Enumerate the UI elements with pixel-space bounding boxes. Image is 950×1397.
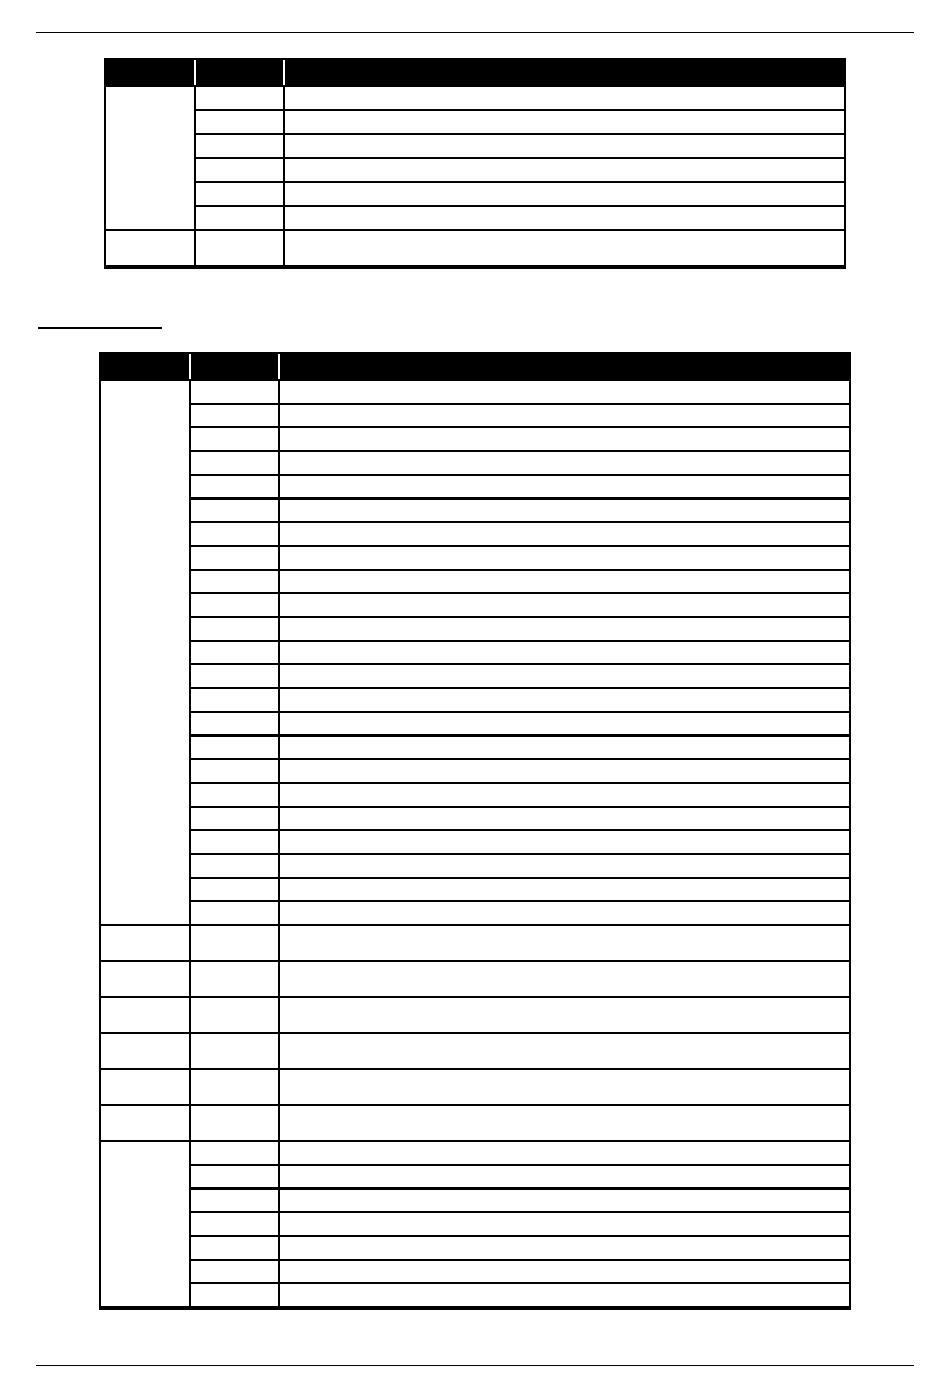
header-cell [286,60,844,85]
code-cell [196,183,283,205]
group-label-cell [106,87,194,229]
description-cell [280,831,849,853]
description-cell [280,665,849,687]
description-cell [280,902,849,924]
code-cell [191,618,278,640]
code-cell [191,594,278,616]
description-cell [280,1237,849,1259]
description-cell [280,594,849,616]
description-cell [280,713,849,735]
code-cell [191,1190,278,1212]
description-cell [280,808,849,830]
description-cell [280,689,849,711]
description-cell [280,381,849,403]
section-heading-underline [38,327,162,329]
header-separator [189,354,191,379]
table-1 [104,58,846,269]
description-cell [280,1190,849,1212]
table-2 [99,352,851,1310]
header-separator [283,60,285,85]
description-cell [280,1142,849,1164]
code-cell [191,1166,278,1188]
description-cell [285,231,844,265]
header-cell [101,354,190,379]
description-cell [280,618,849,640]
description-cell [280,737,849,759]
description-cell [280,1284,849,1306]
description-cell [280,784,849,806]
code-cell [191,571,278,593]
description-cell [280,1034,849,1068]
group-label-cell [101,962,189,996]
code-cell [196,87,283,109]
code-cell [191,713,278,735]
group-label-cell [101,1106,189,1140]
description-cell [285,111,844,133]
code-cell [191,523,278,545]
code-cell [191,452,278,474]
code-cell [196,159,283,181]
code-cell [191,855,278,877]
code-cell [191,902,278,924]
description-cell [280,926,849,960]
group-label-cell [106,231,194,265]
code-cell [191,1213,278,1235]
group-label-cell [101,1070,189,1104]
description-cell [280,1261,849,1283]
description-cell [280,452,849,474]
description-cell [285,183,844,205]
footer-rule [36,1365,914,1366]
code-cell [191,1034,278,1068]
code-cell [191,689,278,711]
code-cell [191,831,278,853]
description-cell [280,1213,849,1235]
code-cell [191,1070,278,1104]
code-cell [191,1261,278,1283]
description-cell [280,1166,849,1188]
description-cell [285,87,844,109]
header-cell [197,60,284,85]
description-cell [280,1106,849,1140]
code-cell [191,926,278,960]
code-cell [191,1237,278,1259]
description-cell [280,1070,849,1104]
description-cell [280,523,849,545]
description-cell [280,760,849,782]
description-cell [280,476,849,498]
description-cell [280,428,849,450]
code-cell [191,405,278,427]
description-cell [280,571,849,593]
code-cell [191,476,278,498]
description-cell [285,159,844,181]
group-label-cell [101,1034,189,1068]
code-cell [191,500,278,522]
description-cell [280,547,849,569]
description-cell [280,642,849,664]
code-cell [191,547,278,569]
code-cell [191,808,278,830]
code-cell [191,998,278,1032]
description-cell [285,135,844,157]
description-cell [280,962,849,996]
description-cell [280,998,849,1032]
header-cell [106,60,195,85]
group-label-cell [101,381,189,924]
code-cell [191,784,278,806]
code-cell [191,1284,278,1306]
code-cell [196,135,283,157]
code-cell [191,428,278,450]
code-cell [191,665,278,687]
group-label-cell [101,926,189,960]
description-cell [285,207,844,229]
description-cell [280,879,849,901]
description-cell [280,500,849,522]
code-cell [191,642,278,664]
code-cell [196,231,283,265]
group-label-cell [101,1142,189,1306]
code-cell [196,111,283,133]
code-cell [196,207,283,229]
description-cell [280,405,849,427]
code-cell [191,381,278,403]
code-cell [191,962,278,996]
code-cell [191,1142,278,1164]
code-cell [191,737,278,759]
description-cell [280,855,849,877]
code-cell [191,1106,278,1140]
code-cell [191,879,278,901]
header-separator [194,60,196,85]
header-rule [36,32,914,33]
group-label-cell [101,998,189,1032]
header-cell [192,354,279,379]
header-cell [281,354,849,379]
header-separator [278,354,280,379]
code-cell [191,760,278,782]
